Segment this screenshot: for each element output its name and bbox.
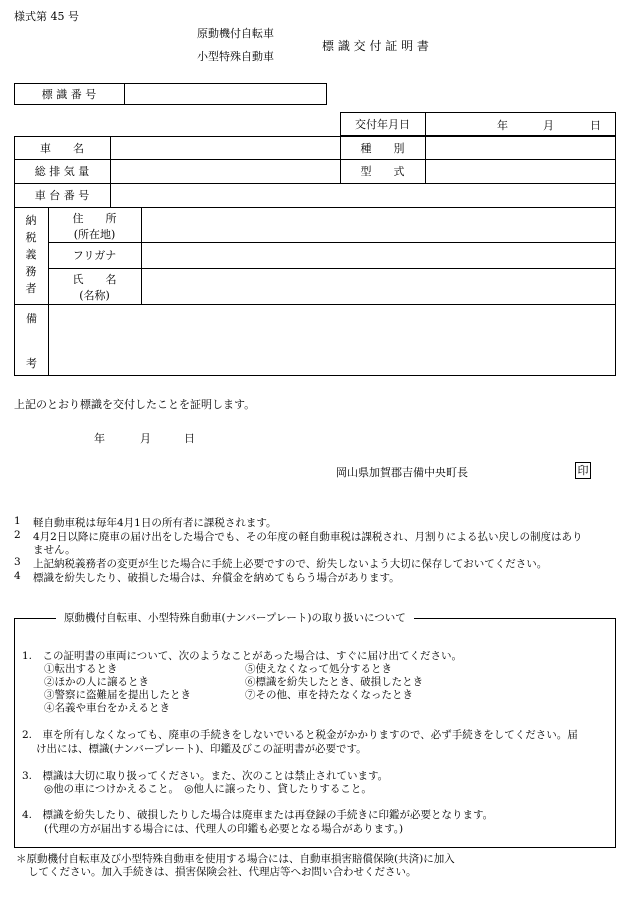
note-text: 上記納税義務者の変更が生じた場合に手続上必要ですので、紛失しないよう大切に保存しておいてください。 <box>33 558 548 570</box>
issue-date-label: 交付年月日 <box>355 118 410 131</box>
issue-date-day: 日 <box>590 119 601 132</box>
footer-line-1: ＊原動機付自転車及び小型特殊自動車を使用する場合には、自動車損害賠償保険(共済)に加入 <box>16 853 455 865</box>
note-text: ません。 <box>33 544 76 556</box>
taxpayer-label: 納 税 義 務 者 <box>25 214 37 295</box>
furigana-label: フリガナ <box>72 249 117 262</box>
note-number: 3 <box>14 556 21 568</box>
handling-item-4: 4. 標識を紛失したり、破損したりした場合は廃車または再登録の手続きに印鑑が必要となります。 <box>22 809 494 821</box>
document-title: 標 識 交 付 証 明 書 <box>322 39 429 53</box>
note-text: 軽自動車税は毎年4月1日の所有者に課税されます。 <box>33 517 277 529</box>
chassis-number-value <box>111 183 616 207</box>
form-number: 様式第 45 号 <box>14 10 79 23</box>
issue-date-month: 月 <box>543 119 554 132</box>
displacement-label: 総 排 気 量 <box>34 165 90 178</box>
vehicle-name-value <box>111 136 340 159</box>
model-value <box>426 159 616 183</box>
vehicle-type-1: 原動機付自転車 <box>197 27 274 40</box>
certification-day: 日 <box>184 432 195 445</box>
handling-case: ⑦その他、車を持たなくなったとき <box>245 689 413 701</box>
issue-date-year: 年 <box>497 119 508 132</box>
address-value <box>142 207 616 242</box>
handling-case: ③警察に盗難届を提出したとき <box>44 689 191 701</box>
name-value <box>142 268 616 304</box>
address-label: 住 所 <box>72 212 117 225</box>
vehicle-type-2: 小型特殊自動車 <box>197 50 274 63</box>
handling-case: ①転出するとき <box>44 663 118 675</box>
name-label: 氏 名 <box>72 273 117 286</box>
chassis-number-label: 車 台 番 号 <box>34 189 90 202</box>
model-label: 型 式 <box>360 165 405 178</box>
footer-line-2: してください。加入手続きは、損害保険会社、代理店等へお問い合わせください。 <box>28 866 417 878</box>
note-text: 4月2日以降に廃車の届け出をした場合でも、その年度の軽自動車税は課税され、月割りによる払い戻しの制度はあり <box>33 531 583 543</box>
certification-year: 年 <box>94 432 105 445</box>
note-number: 1 <box>14 515 21 527</box>
remarks-label-top: 備 <box>26 312 37 325</box>
handling-title: 原動機付自転車、小型特殊自動車(ナンバープレート)の取り扱いについて <box>56 610 414 625</box>
handling-item-2-cont: け出には、標識(ナンバープレート)、印鑑及びこの証明書が必要です。 <box>36 743 367 755</box>
note-text: 標識を紛失したり、破損した場合は、弁償金を納めてもらう場合があります。 <box>33 572 400 584</box>
category-label: 種 別 <box>360 141 405 155</box>
handling-item-1: 1. この証明書の車両について、次のようなことがあった場合は、すぐに届け出てください。 <box>22 650 462 662</box>
handling-case: ⑤使えなくなって処分するとき <box>245 663 392 675</box>
handling-item-3-cont: ◎他の車につけかえること。 ◎他人に譲ったり、貸したりすること。 <box>44 783 372 795</box>
handling-item-4-cont: (代理の方が届出する場合には、代理人の印鑑も必要となる場合があります。) <box>44 823 404 835</box>
handling-item-3: 3. 標識は大切に取り扱ってください。また、次のことは禁止されています。 <box>22 770 389 782</box>
certification-month: 月 <box>140 432 151 445</box>
note-number: 2 <box>14 529 21 541</box>
furigana-value <box>142 242 616 268</box>
remarks-value <box>49 304 616 376</box>
handling-case: ⑥標識を紛失したとき、破損したとき <box>245 676 424 688</box>
handling-case: ④名義や車台をかえるとき <box>44 702 170 714</box>
category-value <box>426 136 616 159</box>
address-sublabel: (所在地) <box>73 228 116 241</box>
plate-number-label: 標 識 番 号 <box>41 88 97 101</box>
displacement-value <box>111 159 340 183</box>
vehicle-name-label: 車 名 <box>40 141 84 155</box>
name-sublabel: (名称) <box>79 289 110 302</box>
handling-item-2: 2. 車を所有しなくなっても、廃車の手続きをしないでいると税金がかかりますので、必ず手続きをしてください。届 <box>22 729 578 741</box>
note-number: 4 <box>14 570 21 582</box>
handling-case: ②ほかの人に譲るとき <box>44 676 149 688</box>
remarks-label-bottom: 考 <box>26 357 37 370</box>
issuer-name: 岡山県加賀郡吉備中央町長 <box>336 466 468 479</box>
certification-statement: 上記のとおり標識を交付したことを証明します。 <box>14 398 256 411</box>
plate-number-value <box>125 83 326 105</box>
seal-mark: 印 <box>575 462 591 479</box>
